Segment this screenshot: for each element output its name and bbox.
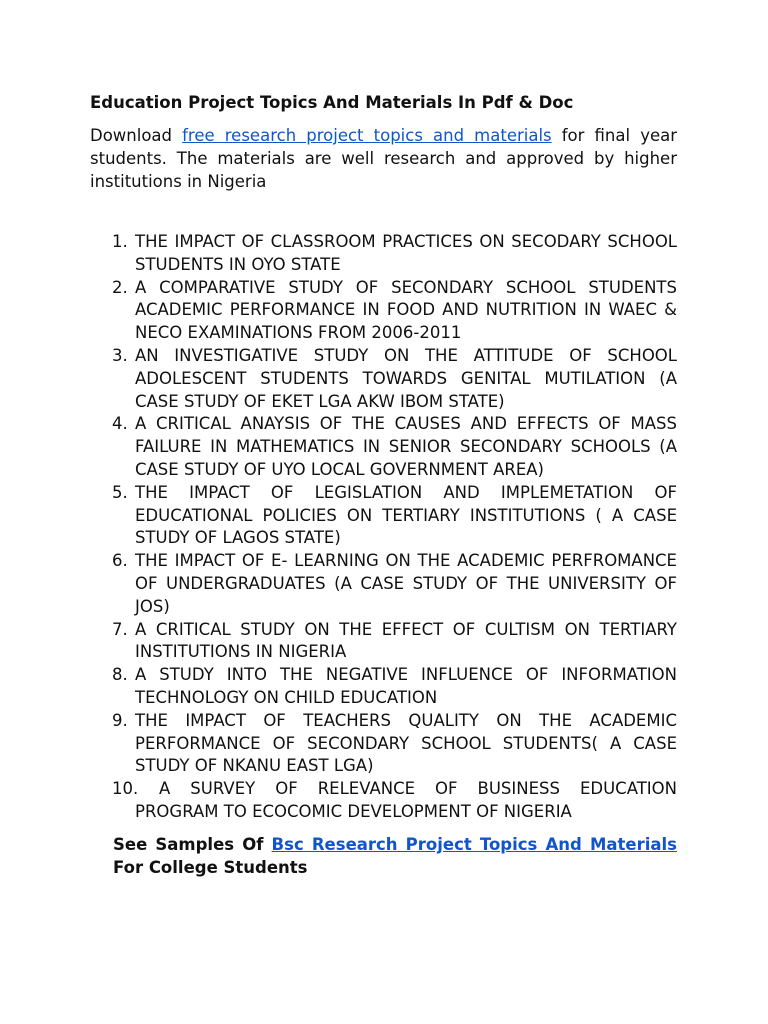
list-item bbox=[90, 710, 677, 778]
list-item-text: A CRITICAL ANAYSIS OF THE CAUSES AND EFFECTS OF MASS FAILURE IN MATHEMATICS IN SENIOR SECONDARY SCHOOLS (A CASE STUDY OF UYO LOCAL GOVERNMENT AREA) bbox=[135, 414, 677, 479]
list-item bbox=[90, 482, 677, 550]
list-item bbox=[90, 778, 677, 824]
list-item-text: THE IMPACT OF E- LEARNING ON THE ACADEMIC PERFROMANCE OF UNDERGRADUATES (A CASE STUDY OF THE UNIVERSITY OF JOS) bbox=[135, 551, 677, 616]
intro-prefix: Download bbox=[90, 126, 183, 145]
samples-suffix: For College Students bbox=[113, 857, 308, 877]
samples-line bbox=[113, 833, 677, 879]
list-item-text: AN INVESTIGATIVE STUDY ON THE ATTITUDE OF SCHOOL ADOLESCENT STUDENTS TOWARDS GENITAL MUTILATION (A CASE STUDY OF EKET LGA AKW IBOM STATE) bbox=[135, 345, 677, 411]
list-item-text: A CRITICAL STUDY ON THE EFFECT OF CULTISM ON TERTIARY INSTITUTIONS IN NIGERIA bbox=[135, 619, 677, 662]
bsc-topics-link[interactable]: Bsc Research Project Topics And Materials bbox=[271, 834, 677, 854]
list-item bbox=[90, 619, 677, 665]
list-item bbox=[90, 550, 677, 618]
list-item bbox=[90, 277, 677, 345]
list-item-text: THE IMPACT OF LEGISLATION AND IMPLEMETATION OF EDUCATIONAL POLICIES ON TERTIARY INSTITUTIONS ( A CASE STUDY OF LAGOS STATE) bbox=[135, 482, 677, 548]
topics-list bbox=[90, 231, 677, 824]
list-item-text: THE IMPACT OF CLASSROOM PRACTICES ON SECODARY SCHOOL STUDENTS IN OYO STATE bbox=[135, 232, 677, 274]
list-item-number: 6. bbox=[112, 551, 128, 571]
list-item bbox=[90, 345, 677, 413]
list-item-text: A SURVEY OF RELEVANCE OF BUSINESS EDUCATION PROGRAM TO ECOCOMIC DEVELOPMENT OF NIGERIA bbox=[135, 779, 677, 821]
list-item-number: 4. bbox=[112, 414, 128, 434]
list-item bbox=[90, 664, 677, 710]
list-item-number: 7. bbox=[112, 619, 128, 639]
samples-prefix: See Samples Of bbox=[113, 834, 272, 854]
free-topics-link[interactable]: free research project topics and materials bbox=[182, 126, 552, 145]
document-page bbox=[90, 90, 677, 879]
list-item bbox=[90, 413, 677, 481]
list-item-number: 3. bbox=[112, 345, 128, 365]
list-item-text: A COMPARATIVE STUDY OF SECONDARY SCHOOL STUDENTS ACADEMIC PERFORMANCE IN FOOD AND NUTRITION IN WAEC & NECO EXAMINATIONS FROM 2006-2011 bbox=[135, 277, 677, 343]
list-item-number: 10. bbox=[112, 779, 139, 799]
list-item-text: A STUDY INTO THE NEGATIVE INFLUENCE OF INFORMATION TECHNOLOGY ON CHILD EDUCATION bbox=[135, 665, 677, 707]
list-item-number: 2. bbox=[112, 277, 128, 297]
intro-suffix: for final year students. The materials are well research and approved by higher institutions in Nigeria bbox=[90, 126, 678, 191]
list-item-number: 1. bbox=[112, 232, 128, 251]
list-item-text: THE IMPACT OF TEACHERS QUALITY ON THE ACADEMIC PERFORMANCE OF SECONDARY SCHOOL STUDENTS( A CASE STUDY OF NKANU EAST LGA) bbox=[135, 710, 677, 776]
list-item-number: 8. bbox=[112, 665, 128, 685]
list-item-number: 5. bbox=[112, 482, 128, 502]
page-title: Education Project Topics And Materials In Pdf & Doc bbox=[90, 93, 574, 112]
list-item bbox=[90, 231, 677, 277]
list-item-number: 9. bbox=[112, 710, 128, 730]
intro-paragraph bbox=[90, 124, 677, 193]
